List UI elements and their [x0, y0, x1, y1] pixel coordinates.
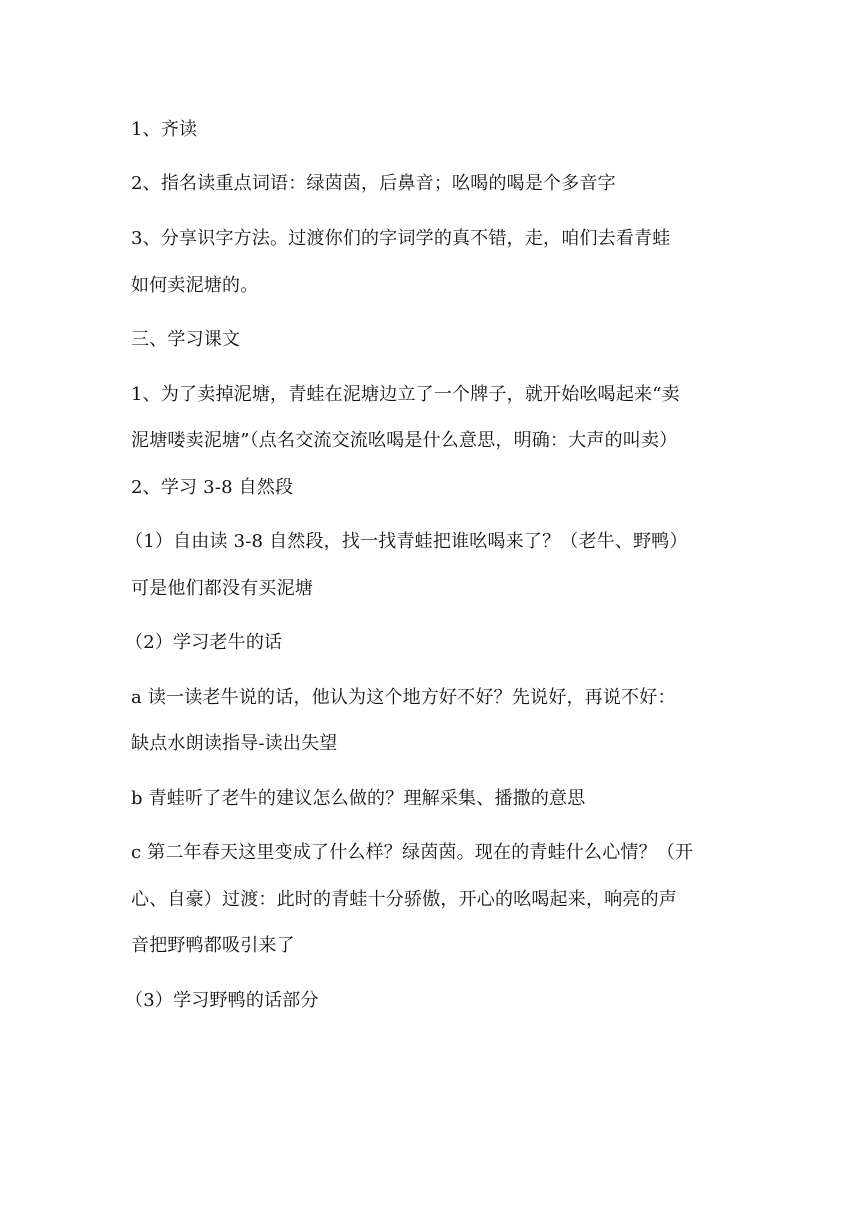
text-line: c 第二年春天这里变成了什么样？绿茵茵。现在的青蛙什么心情？（开	[131, 842, 694, 863]
text-line: 可是他们都没有买泥塘	[131, 578, 313, 599]
text-line: b 青蛙听了老牛的建议怎么做的？理解采集、播撒的意思	[131, 788, 586, 809]
text-line: 泥塘喽卖泥塘”（点名交流交流吆喝是什么意思，明确：大声的叫卖）	[131, 430, 678, 451]
text-line: 缺点水朗读指导-读出失望	[131, 733, 338, 754]
text-line: （1）自由读 3-8 自然段，找一找青蛙把谁吆喝来了？（老牛、野鸭）	[125, 531, 688, 552]
text-line: 1、为了卖掉泥塘，青蛙在泥塘边立了一个牌子，就开始吆喝起来“卖	[131, 384, 680, 405]
text-line: 1、齐读	[131, 119, 198, 140]
text-line: 2、学习 3-8 自然段	[131, 477, 294, 498]
section-heading: 三、学习课文	[131, 329, 241, 350]
text-line: （2）学习老牛的话	[125, 632, 283, 653]
text-line: 如何卖泥塘的。	[131, 275, 259, 296]
text-line: 3、分享识字方法。过渡你们的字词学的真不错，走，咱们去看青蛙	[131, 228, 671, 249]
text-line: （3）学习野鸭的话部分	[125, 990, 319, 1011]
text-line: a 读一读老牛说的话，他认为这个地方好不好？先说好，再说不好：	[131, 687, 676, 708]
text-line: 音把野鸭都吸引来了	[131, 935, 295, 956]
text-line: 心、自豪）过渡：此时的青蛙十分骄傲，开心的吆喝起来，响亮的声	[131, 889, 677, 910]
text-line: 2、指名读重点词语：绿茵茵，后鼻音；吆喝的喝是个多音字	[131, 173, 616, 194]
